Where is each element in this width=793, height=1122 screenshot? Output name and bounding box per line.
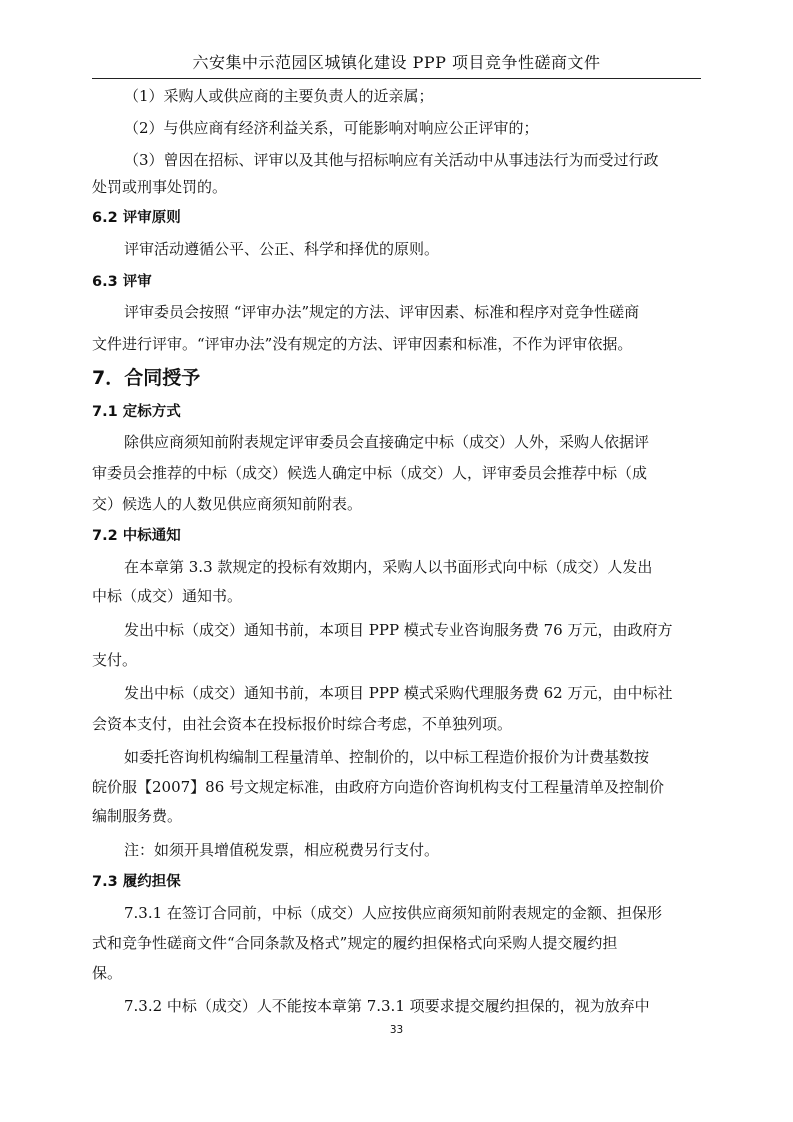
- paragraph-line: 审委员会推荐的中标（成交）候选人确定中标（成交）人，评审委员会推荐中标（成: [92, 464, 648, 482]
- section-heading-7-2: 7.2 中标通知: [92, 528, 181, 544]
- paragraph-line: 7.3.2 中标（成交）人不能按本章第 7.3.1 项要求提交履约担保的，视为放弃中: [124, 997, 650, 1015]
- paragraph-line: 如委托咨询机构编制工程量清单、控制价的，以中标工程造价报价为计费基数按: [124, 748, 650, 766]
- section-heading-6-3: 6.3 评审: [92, 274, 152, 290]
- note-line: 注：如须开具增值税发票，相应税费另行支付。: [124, 841, 440, 859]
- section-heading-7-3: 7.3 履约担保: [92, 874, 181, 890]
- header-rule: [92, 78, 701, 79]
- list-item: （3）曾因在招标、评审以及其他与招标响应有关活动中从事违法行为而受过行政: [124, 151, 659, 169]
- paragraph-line: 会资本支付，由社会资本在投标报价时综合考虑，不单独列项。: [92, 715, 513, 733]
- paragraph-line: 式和竞争性磋商文件“合同条款及格式”规定的履约担保格式向采购人提交履约担: [92, 934, 618, 952]
- list-item: （2）与供应商有经济利益关系，可能影响对响应公正评审的；: [124, 119, 539, 137]
- paragraph-line: 交）候选人的人数见供应商须知前附表。: [92, 495, 363, 513]
- paragraph-line: 7.3.1 在签订合同前，中标（成交）人应按供应商须知前附表规定的金额、担保形: [124, 904, 662, 922]
- paragraph-line: 文件进行评审。“评审办法”没有规定的方法、评审因素和标准，不作为评审依据。: [92, 335, 633, 353]
- paragraph-line: 发出中标（成交）通知书前，本项目 PPP 模式采购代理服务费 62 万元，由中标社: [124, 684, 673, 702]
- paragraph-line: 评审活动遵循公平、公正、科学和择优的原则。: [124, 240, 440, 258]
- section-heading-7-1: 7.1 定标方式: [92, 404, 181, 420]
- chapter-heading-7: 7．合同授予: [92, 367, 201, 389]
- paragraph-line: 编制服务费。: [92, 807, 183, 825]
- paragraph-line: 评审委员会按照 “评审办法”规定的方法、评审因素、标准和程序对竞争性磋商: [124, 303, 640, 321]
- paragraph-line: 在本章第 3.3 款规定的投标有效期内，采购人以书面形式向中标（成交）人发出: [124, 558, 653, 576]
- paragraph-line: 中标（成交）通知书。: [92, 587, 243, 605]
- paragraph-line: 支付。: [92, 651, 138, 669]
- list-item: （1）采购人或供应商的主要负责人的近亲属；: [124, 87, 434, 105]
- paragraph-line: 发出中标（成交）通知书前，本项目 PPP 模式专业咨询服务费 76 万元，由政府方: [124, 621, 673, 639]
- section-heading-6-2: 6.2 评审原则: [92, 210, 181, 226]
- paragraph-line: 处罚或刑事处罚的。: [92, 178, 228, 196]
- page-number: 33: [389, 1024, 404, 1036]
- paragraph-line: 皖价服【2007】86 号文规定标准，由政府方向造价咨询机构支付工程量清单及控制价: [92, 778, 665, 796]
- paragraph-line: 除供应商须知前附表规定评审委员会直接确定中标（成交）人外，采购人依据评: [124, 433, 650, 451]
- document-header: 六安集中示范园区城镇化建设 PPP 项目竞争性磋商文件: [192, 53, 601, 72]
- paragraph-line: 保。: [92, 964, 123, 982]
